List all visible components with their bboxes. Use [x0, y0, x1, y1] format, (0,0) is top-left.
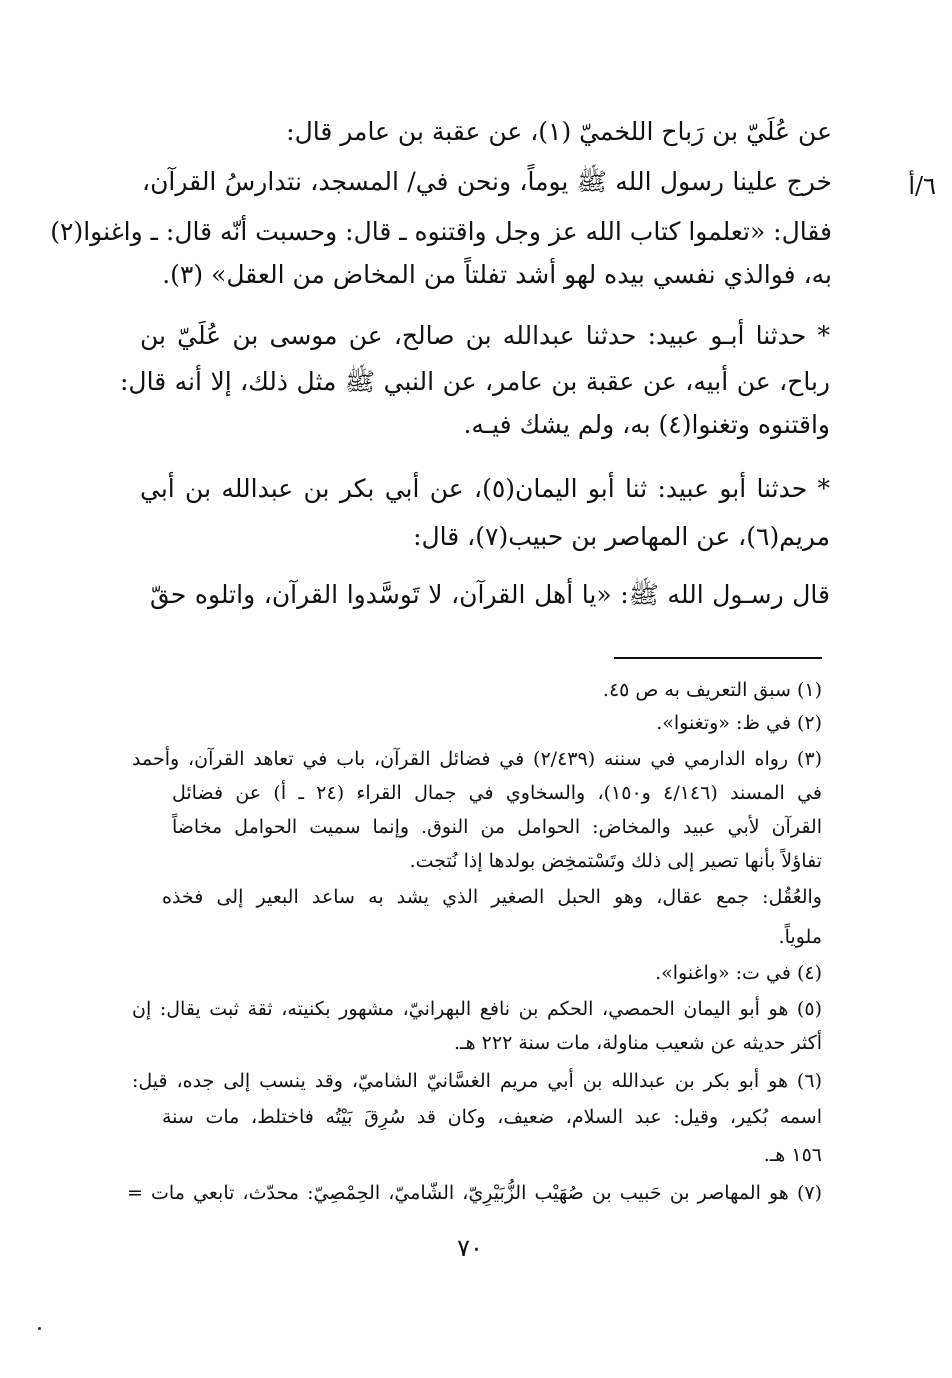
footnote-line-13: اسمه بُكير، وقيل: عبد السلام، ضعيف، وكان قد سُرِقَ بَيْتُه فاختلط، مات سنة	[162, 1106, 822, 1128]
margin-folio-marker: ٦/أ	[908, 172, 936, 200]
footnote-line-1: (١) سبق التعريف به ص ٤٥.	[602, 679, 822, 701]
page-number: ٧٠	[457, 1234, 483, 1262]
footnote-line-3: (٣) رواه الدارمي في سننه (٢/٤٣٩) في فضائل القرآن، باب في تعاهد القرآن، وأحمد	[132, 748, 822, 770]
main-line-3: فقال: «تعلموا كتاب الله عز وجل واقتنوه ـ قال: وحسبت أنّه قال: ـ واغنوا(٢)	[50, 217, 832, 246]
main-line-9: مريم(٦)، عن المهاصر بن حبيب(٧)، قال:	[413, 522, 830, 551]
main-line-10: قال رسـول الله ﷺ: «يا أهل القرآن، لا تَوسَّدوا القرآن، واتلوه حقّ	[150, 580, 830, 609]
footnote-line-4: في المسند (٤/١٤٦ و١٥٠)، والسخاوي في جمال القراء (٢٤ ـ أ) عن فضائل	[172, 782, 822, 804]
footnote-line-5: القرآن لأبي عبيد والمخاض: الحوامل من النوق. وإنما سميت الحوامل مخاضاً	[172, 816, 822, 838]
footnote-line-7: والعُقُل: جمع عقال، وهو الحبل الصغير الذي يشد به ساعد البعير إلى فخذه	[162, 886, 822, 908]
footnote-line-10: (٥) هو أبو اليمان الحمصي، الحكم بن نافع البهرانيّ، مشهور بكنيته، ثقة ثبت يقال: إن	[132, 998, 822, 1020]
footnote-line-6: تفاؤلاً بأنها تصير إلى ذلك وتَسْتمخِض بولدها إذا نُتجت.	[409, 850, 822, 872]
footnote-line-8: ملوياً.	[778, 926, 822, 948]
main-line-7: واقتنوه وتغنوا(٤) به، ولم يشك فيـه.	[463, 410, 830, 439]
main-line-6: رباح، عن أبيه، عن عقبة بن عامر، عن النبي ﷺ مثل ذلك، إلا أنه قال:	[120, 367, 830, 396]
footnote-line-14: ١٥٦ هـ.	[763, 1144, 822, 1166]
main-line-4: به، فوالذي نفسي بيده لهو أشد تفلتاً من المخاض من العقل» (٣).	[162, 260, 832, 289]
main-line-2: خرج علينا رسول الله ﷺ يوماً، ونحن في/ المسجد، نتدارسُ القرآن،	[142, 167, 832, 196]
main-line-5: * حدثنا أبـو عبيد: حدثنا عبدالله بن صالح، عن موسى بن عُلَيّ بن	[140, 321, 830, 350]
footnote-line-11: أكثر حديثه عن شعيب مناولة، مات سنة ٢٢٢ هـ.	[454, 1032, 822, 1054]
footnote-line-15: (٧) هو المهاصر بن حَبيب بن صُهَيْب الزُّبَيْرِيّ، الشّاميّ، الحِمْصِيّ: محدّث، تابعي مات =	[127, 1182, 822, 1204]
main-line-1: عن عُلَيّ بن رَباح اللخميّ (١)، عن عقبة بن عامر قال:	[286, 117, 832, 146]
footnote-line-12: (٦) هو أبو بكر بن عبدالله بن أبي مريم الغسَّانيّ الشاميّ، وقد ينسب إلى جده، قيل:	[132, 1070, 822, 1092]
scan-speck	[38, 1327, 41, 1330]
footnote-line-2: (٢) في ظ: «وتغنوا».	[656, 712, 822, 734]
footnote-line-9: (٤) في ت: «واغنوا».	[655, 962, 822, 984]
footnote-separator	[614, 657, 822, 659]
main-line-8: * حدثنا أبو عبيد: ثنا أبو اليمان(٥)، عن أبي بكر بن عبدالله بن أبي	[140, 474, 830, 503]
